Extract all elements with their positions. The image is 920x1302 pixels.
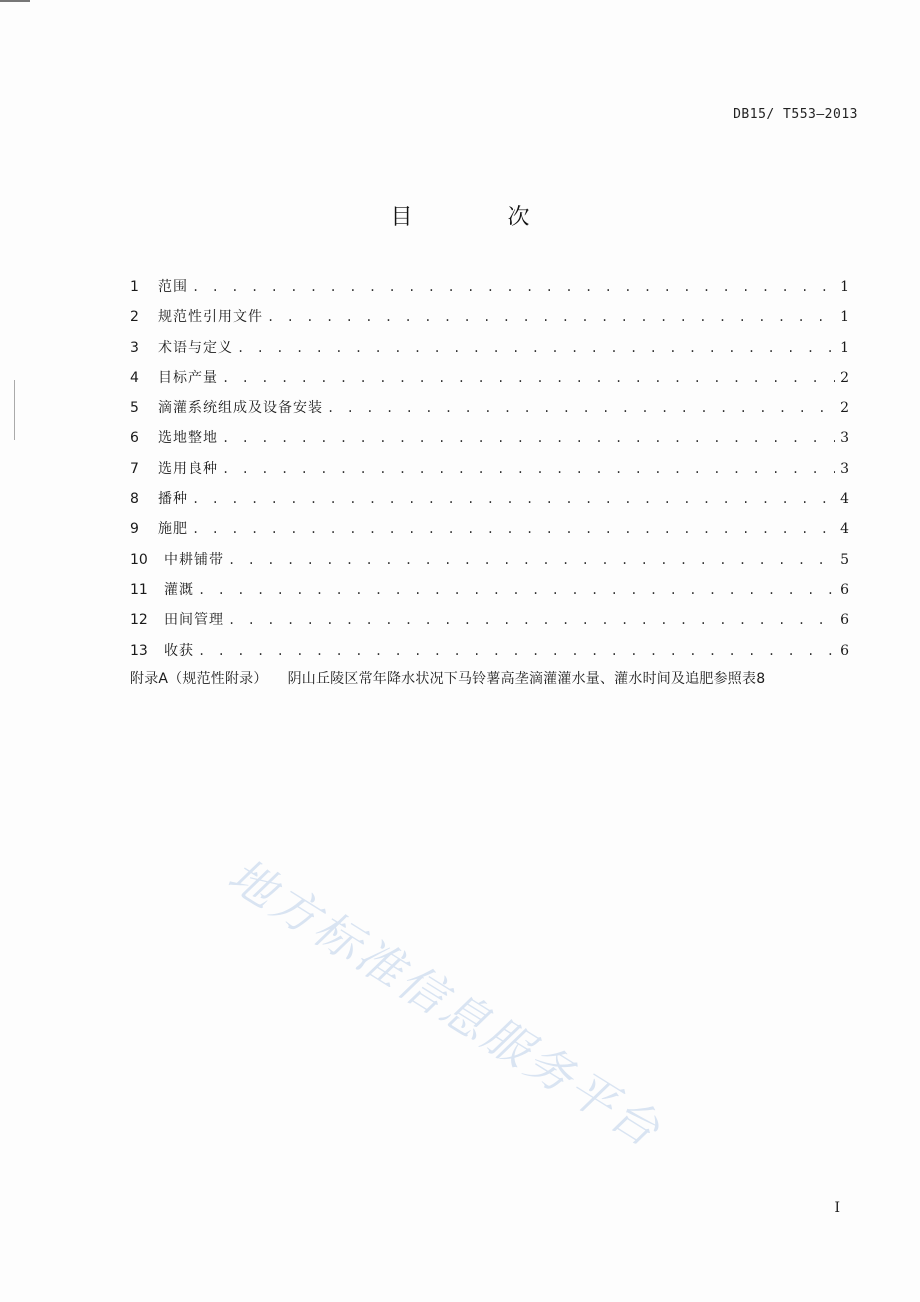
- annex-title: 阴山丘陵区常年降水状况下马铃薯高垄滴灌灌水量、灌水时间及追肥参照表: [287, 671, 757, 687]
- toc-item-number: 1: [130, 279, 139, 295]
- toc-item[interactable]: [130, 636, 849, 666]
- toc-leader-dots: [228, 545, 835, 575]
- toc-list: [130, 272, 849, 666]
- toc-item-number: 12: [130, 612, 148, 629]
- toc-item-number: 3: [130, 339, 139, 356]
- toc-item-label: 选用良种: [158, 460, 218, 477]
- toc-item-label: 田间管理: [164, 612, 224, 629]
- toc-leader-dots: [192, 484, 835, 514]
- toc-item-label: 范围: [158, 279, 188, 295]
- toc-item-label: 选地整地: [158, 430, 218, 447]
- toc-item-label: 规范性引用文件: [158, 309, 263, 326]
- toc-item-label: 播种: [158, 491, 188, 508]
- toc-leader-dots: [198, 636, 835, 666]
- scan-artifact-top: [0, 0, 30, 2]
- toc-item[interactable]: [130, 605, 849, 635]
- toc-item-number: 10: [130, 551, 148, 568]
- document-code: DB15/ T553—2013: [733, 107, 858, 122]
- toc-item-label: 施肥: [158, 521, 188, 538]
- toc-leader-dots: [237, 333, 835, 363]
- toc-item-number: 5: [130, 400, 139, 417]
- toc-item-page: 4: [840, 491, 849, 508]
- toc-item[interactable]: [130, 333, 849, 363]
- scan-artifact-left: [14, 380, 15, 440]
- toc-leader-dots: [222, 363, 835, 393]
- toc-item-number: 4: [130, 369, 139, 386]
- toc-item-page: 5: [840, 551, 849, 568]
- toc-item-label: 灌溉: [164, 581, 194, 598]
- toc-leader-dots: [192, 514, 835, 544]
- toc-leader-dots: [198, 575, 835, 605]
- toc-item[interactable]: [130, 272, 849, 302]
- annex-page: 8: [756, 671, 766, 687]
- toc-leader-dots: [327, 393, 835, 423]
- toc-item-label: 滴灌系统组成及设备安装: [158, 400, 323, 417]
- toc-item[interactable]: [130, 484, 849, 514]
- toc-item[interactable]: [130, 545, 849, 575]
- toc-item-page: 4: [840, 521, 849, 538]
- toc-item[interactable]: [130, 393, 849, 423]
- toc-leader-dots: [222, 423, 835, 453]
- toc-item[interactable]: [130, 363, 849, 393]
- toc-item-page: 1: [840, 339, 849, 356]
- toc-leader-dots: [192, 272, 835, 302]
- toc-item-label: 收获: [164, 642, 194, 659]
- toc-item[interactable]: [130, 514, 849, 544]
- watermark: 地方标准信息服务平台: [219, 847, 672, 1159]
- toc-leader-dots: [222, 454, 835, 484]
- toc-item[interactable]: [130, 454, 849, 484]
- toc-item-page: 3: [840, 460, 849, 477]
- toc-item-label: 中耕铺带: [164, 551, 224, 568]
- toc-item[interactable]: [130, 575, 849, 605]
- toc-item-page: 6: [840, 612, 849, 629]
- toc-item-number: 6: [130, 430, 139, 447]
- toc-item-page: 1: [840, 279, 849, 295]
- toc-item-page: 3: [840, 430, 849, 447]
- toc-item-number: 8: [130, 491, 139, 508]
- toc-item-number: 13: [130, 642, 148, 659]
- toc-item[interactable]: [130, 423, 849, 453]
- toc-item[interactable]: [130, 302, 849, 332]
- toc-item-page: 2: [840, 369, 849, 386]
- toc-item-page: 6: [840, 581, 849, 598]
- toc-item-page: 6: [840, 642, 849, 659]
- toc-item-label: 术语与定义: [158, 339, 233, 356]
- toc-title: 目 次: [390, 205, 574, 230]
- toc-item-number: 11: [130, 581, 148, 598]
- annex-prefix: 附录A（规范性附录）: [130, 671, 268, 687]
- toc-item-number: 2: [130, 309, 139, 326]
- toc-item-page: 1: [840, 309, 849, 326]
- toc-leader-dots: [228, 605, 835, 635]
- toc-leader-dots: [267, 302, 835, 332]
- toc-item-label: 目标产量: [158, 369, 218, 386]
- page-number: I: [834, 1200, 840, 1216]
- toc-annex-entry[interactable]: [130, 668, 860, 688]
- toc-item-number: 7: [130, 460, 139, 477]
- toc-item-page: 2: [840, 400, 849, 417]
- toc-item-number: 9: [130, 521, 139, 538]
